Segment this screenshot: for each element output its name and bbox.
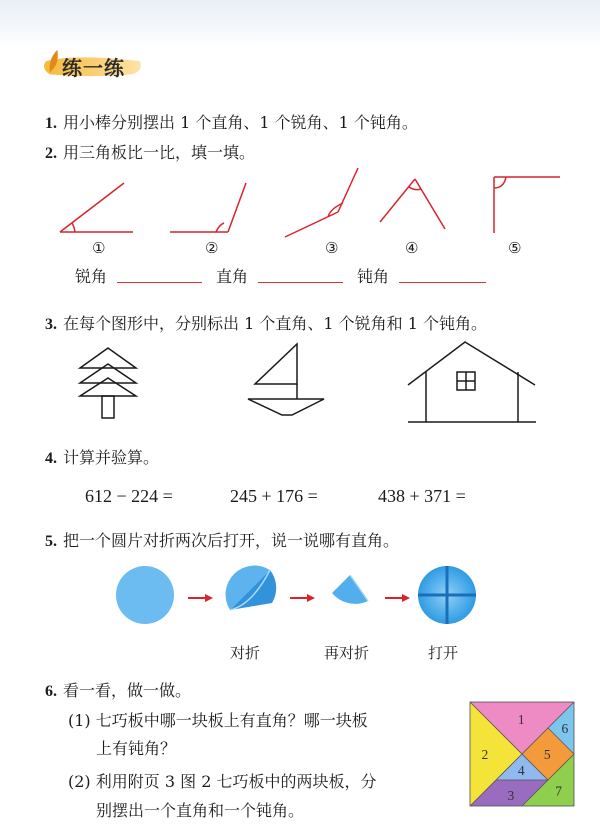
blank-label-right: 直角 — [216, 267, 249, 286]
tangram-label-4: 4 — [517, 762, 525, 778]
arrow-3 — [385, 594, 410, 602]
house-shape — [408, 342, 536, 422]
sailboat-shape — [248, 344, 324, 415]
tree-shape — [80, 348, 136, 418]
question-1: 1. 用小棒分别摆出 1 个直角、1 个锐角、1 个钝角。 — [45, 113, 418, 132]
quarter-circle — [332, 575, 368, 604]
tangram-label-7: 7 — [555, 783, 563, 799]
shape-figures — [0, 340, 600, 430]
answer-blank-acute[interactable] — [117, 282, 202, 283]
circle-folding-figures — [0, 565, 600, 635]
angle-2 — [170, 183, 246, 232]
angle-label-1: ① — [92, 239, 106, 257]
question-6-sub2-line2: 别摆出一个直角和一个钝角。 — [96, 801, 305, 820]
answer-blank-obtuse[interactable] — [399, 282, 486, 283]
full-circle — [116, 566, 174, 624]
question-6-sub1-line2: 上有钝角？ — [96, 739, 177, 758]
section-title: 练一练 — [62, 56, 125, 80]
calc-expression-3: 438 + 371 = — [378, 486, 466, 506]
blank-label-obtuse: 钝角 — [357, 267, 390, 286]
unfolded-circle — [418, 566, 476, 624]
arrow-2 — [290, 594, 315, 602]
calc-expression-2: 245 + 176 = — [230, 486, 318, 506]
question-5: 5. 把一个圆片对折两次后打开，说一说哪有直角。 — [45, 531, 400, 550]
question-6-sub1-line1: (1) 七巧板中哪一块板上有直角？哪一块板 — [68, 711, 368, 730]
tangram-label-5: 5 — [543, 747, 551, 763]
question-2: 2. 用三角板比一比，填一填。 — [45, 143, 256, 162]
tangram-label-3: 3 — [507, 787, 515, 803]
angle-label-2: ② — [205, 239, 219, 257]
calc-expression-1: 612 − 224 = — [85, 486, 173, 506]
angle-figures — [0, 165, 600, 235]
question-6: 6. 看一看，做一做。 — [45, 681, 192, 700]
half-circle — [226, 566, 277, 610]
angle-label-4: ④ — [405, 239, 419, 257]
caption-fold: 对折 — [230, 644, 261, 662]
angle-3 — [285, 168, 358, 237]
tangram-label-1: 1 — [517, 711, 525, 727]
answer-blank-right[interactable] — [258, 282, 343, 283]
angle-label-3: ③ — [325, 239, 339, 257]
angle-1 — [60, 183, 133, 232]
question-3: 3. 在每个图形中，分别标出 1 个直角、1 个锐角和 1 个钝角。 — [45, 314, 487, 333]
angle-5 — [494, 177, 560, 233]
caption-open: 打开 — [428, 644, 459, 662]
angle-4 — [380, 179, 445, 229]
blank-label-acute: 锐角 — [75, 267, 108, 286]
question-6-sub2-line1: (2) 利用附页 3 图 2 七巧板中的两块板，分 — [68, 772, 377, 791]
tangram-figure — [470, 702, 574, 806]
angle-label-5: ⑤ — [508, 239, 522, 257]
caption-fold-again: 再对折 — [324, 644, 370, 662]
arrow-1 — [188, 594, 213, 602]
tangram-label-2: 2 — [481, 747, 489, 763]
tangram-label-6: 6 — [561, 721, 569, 737]
question-4: 4. 计算并验算。 — [45, 448, 160, 467]
